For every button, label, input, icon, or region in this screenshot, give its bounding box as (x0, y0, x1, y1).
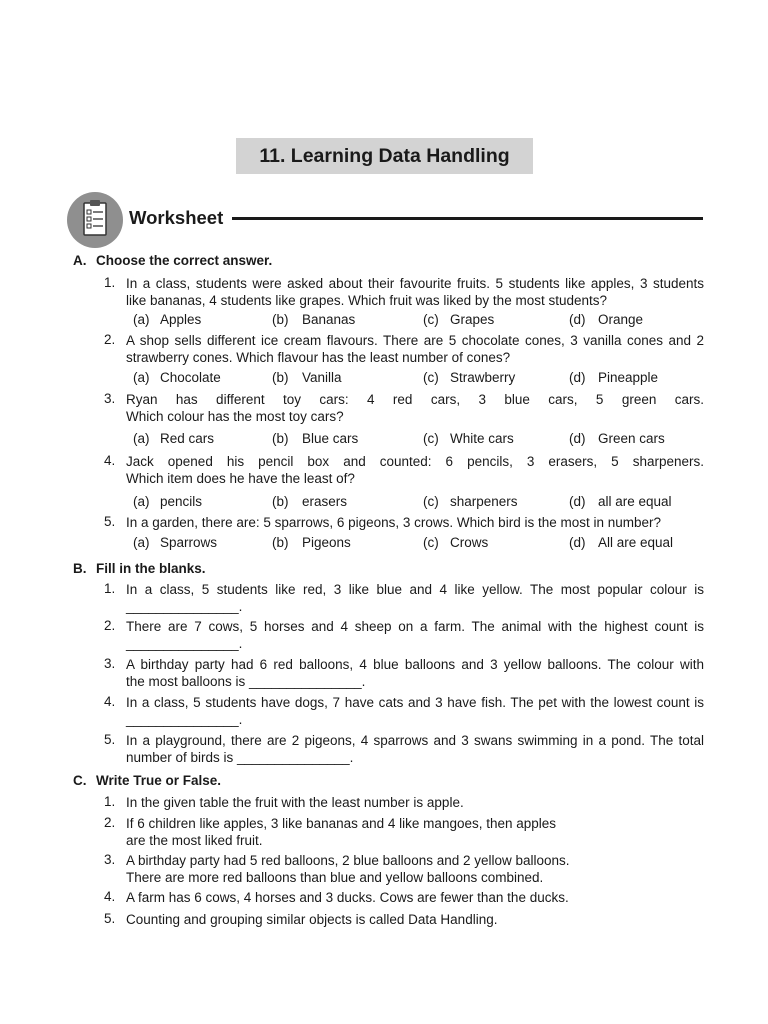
section_a-letter: A. (73, 253, 87, 268)
question-number: 4. (104, 694, 116, 709)
question-text-line: There are more red balloons than blue and yellow balloons combined. (126, 870, 544, 885)
question-number: 2. (104, 618, 116, 633)
option-text: Apples (160, 312, 202, 327)
question-text-line: In a class, 5 students like red, 3 like blue and 4 like yellow. The most popular colour is (126, 582, 704, 597)
option-text: White cars (450, 431, 514, 446)
question-text-line: In a class, students were asked about their favourite fruits. 5 students like apples, 3 students (126, 276, 704, 291)
option-text: all are equal (598, 494, 672, 509)
option-text: Bananas (302, 312, 356, 327)
worksheet-divider (232, 217, 703, 220)
option-letter: (a) (133, 431, 150, 446)
question-text-line: Counting and grouping similar objects is called Data Handling. (126, 912, 498, 927)
section_c-letter: C. (73, 773, 87, 788)
option-letter: (b) (272, 431, 289, 446)
question-number: 5. (104, 732, 116, 747)
question-text-line: In a garden, there are: 5 sparrows, 6 pigeons, 3 crows. Which bird is the most in number? (126, 515, 662, 530)
question-number: 2. (104, 815, 116, 830)
option-letter: (b) (272, 370, 289, 385)
option-letter: (b) (272, 494, 289, 509)
question-text-line: In a playground, there are 2 pigeons, 4 sparrows and 3 swans swimming in a pond. The total (126, 733, 704, 748)
question-number: 2. (104, 332, 116, 347)
question-text-line: Jack opened his pencil box and counted: 6 pencils, 3 erasers, 5 sharpeners. (126, 454, 704, 469)
page-title: 11. Learning Data Handling (236, 138, 533, 174)
option-letter: (d) (569, 431, 586, 446)
option-text: erasers (302, 494, 348, 509)
option-letter: (d) (569, 312, 586, 327)
option-letter: (c) (423, 494, 439, 509)
section_a-heading: Choose the correct answer. (96, 253, 273, 268)
option-letter: (c) (423, 370, 439, 385)
option-letter: (c) (423, 312, 439, 327)
option-text: Crows (450, 535, 489, 550)
question-text-line: A birthday party had 6 red balloons, 4 blue balloons and 3 yellow balloons. The colour with (126, 657, 704, 672)
question-number: 3. (104, 391, 116, 406)
option-letter: (b) (272, 535, 289, 550)
question-text-line: A birthday party had 5 red balloons, 2 blue balloons and 2 yellow balloons. (126, 853, 570, 868)
clipboard-icon (67, 192, 123, 248)
option-text: Sparrows (160, 535, 218, 550)
section_b-heading: Fill in the blanks. (96, 561, 206, 576)
option-text: Vanilla (302, 370, 342, 385)
question-text-line: Which item does he have the least of? (126, 471, 355, 486)
question-text-line: A farm has 6 cows, 4 horses and 3 ducks. Cows are fewer than the ducks. (126, 890, 569, 905)
option-text: All are equal (598, 535, 674, 550)
question-text-line: If 6 children like apples, 3 like bananas and 4 like mangoes, then apples (126, 816, 557, 831)
question-text-line: like bananas, 4 students like grapes. Which fruit was liked by the most students? (126, 293, 607, 308)
option-letter: (a) (133, 370, 150, 385)
section_c-heading: Write True or False. (96, 773, 222, 788)
option-text: Red cars (160, 431, 215, 446)
option-text: pencils (160, 494, 203, 509)
question-text-line: In the given table the fruit with the least number is apple. (126, 795, 464, 810)
option-letter: (d) (569, 535, 586, 550)
option-letter: (c) (423, 535, 439, 550)
question-text-line: strawberry cones. Which flavour has the least number of cones? (126, 350, 511, 365)
question-text-line: In a class, 5 students have dogs, 7 have cats and 3 have fish. The pet with the lowest count is (126, 695, 704, 710)
option-text: Pigeons (302, 535, 351, 550)
question-text-line: are the most liked fruit. (126, 833, 263, 848)
question-number: 3. (104, 656, 116, 671)
question-text-line: Ryan has different toy cars: 4 red cars, 3 blue cars, 5 green cars. (126, 392, 704, 407)
section_b-letter: B. (73, 561, 87, 576)
option-letter: (c) (423, 431, 439, 446)
option-text: Pineapple (598, 370, 659, 385)
question-number: 4. (104, 453, 116, 468)
question-text-line: _______________. (126, 599, 243, 614)
option-letter: (b) (272, 312, 289, 327)
option-letter: (d) (569, 370, 586, 385)
question-number: 4. (104, 889, 116, 904)
question-text-line: A shop sells different ice cream flavours. There are 5 chocolate cones, 3 vanilla cones and 2 (126, 333, 704, 348)
question-number: 5. (104, 911, 116, 926)
question-number: 1. (104, 581, 116, 596)
option-letter: (a) (133, 494, 150, 509)
question-number: 1. (104, 275, 116, 290)
worksheet-label: Worksheet (129, 207, 224, 228)
question-text-line: There are 7 cows, 5 horses and 4 sheep on a farm. The animal with the highest count is (126, 619, 704, 634)
question-text-line: the most balloons is _______________. (126, 674, 366, 689)
question-number: 1. (104, 794, 116, 809)
option-letter: (a) (133, 535, 150, 550)
option-text: Orange (598, 312, 644, 327)
option-text: Strawberry (450, 370, 516, 385)
option-text: Blue cars (302, 431, 359, 446)
option-letter: (d) (569, 494, 586, 509)
question-text-line: _______________. (126, 636, 243, 651)
option-text: Grapes (450, 312, 495, 327)
option-text: Green cars (598, 431, 665, 446)
question-number: 5. (104, 514, 116, 529)
option-text: sharpeners (450, 494, 518, 509)
option-letter: (a) (133, 312, 150, 327)
option-text: Chocolate (160, 370, 221, 385)
question-text-line: _______________. (126, 712, 243, 727)
question-number: 3. (104, 852, 116, 867)
question-text-line: Which colour has the most toy cars? (126, 409, 344, 424)
question-text-line: number of birds is _______________. (126, 750, 354, 765)
